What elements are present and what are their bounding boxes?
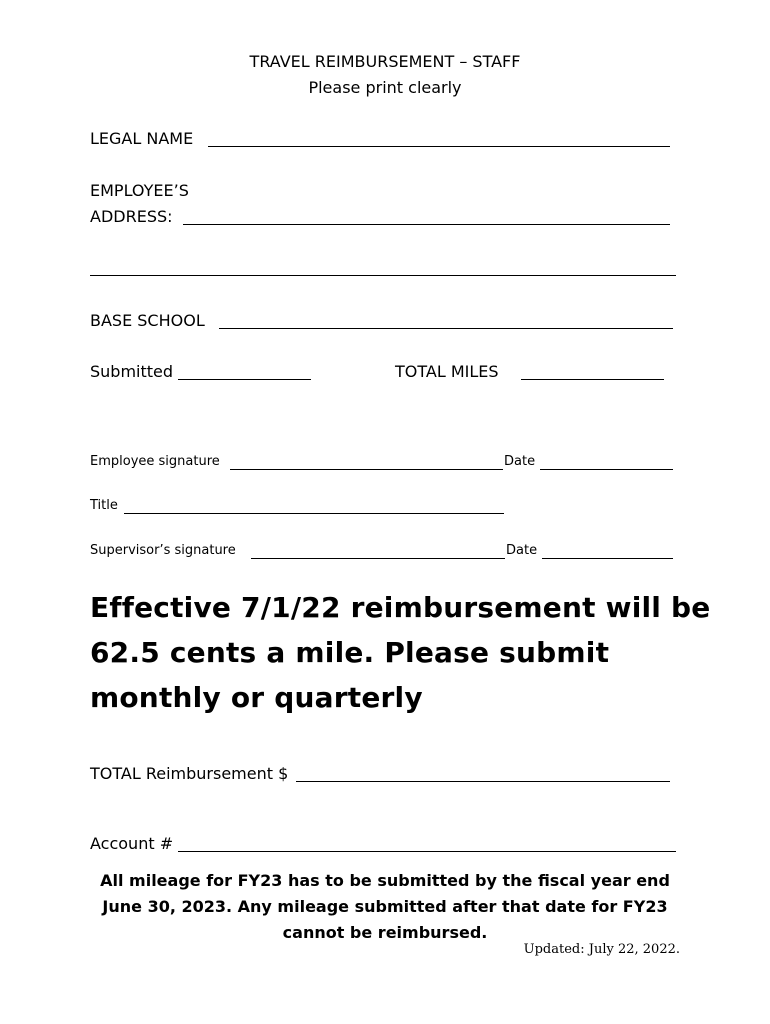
legal-name-field[interactable]	[208, 146, 670, 147]
total-miles-label: TOTAL MILES	[395, 362, 499, 381]
employee-date-label: Date	[504, 454, 536, 469]
account-label: Account #	[90, 834, 174, 853]
title-label: Title	[90, 498, 118, 513]
employee-address-field-2[interactable]	[90, 275, 676, 276]
supervisor-signature-label: Supervisor’s signature	[90, 543, 236, 558]
employee-signature-field[interactable]	[230, 469, 503, 470]
base-school-label: BASE SCHOOL	[90, 311, 205, 330]
reimbursement-rate-notice	[90, 585, 711, 720]
supervisor-date-label: Date	[506, 543, 538, 558]
supervisor-signature-field[interactable]	[251, 558, 505, 559]
footer-line-2: June 30, 2023. Any mileage submitted after that date for FY23	[102, 897, 668, 916]
total-miles-field[interactable]	[521, 379, 664, 380]
employee-address-label-line2: ADDRESS:	[90, 207, 173, 226]
notice-line-2: 62.5 cents a mile. Please submit	[90, 636, 610, 669]
footer-line-3: cannot be reimbursed.	[282, 923, 488, 942]
notice-line-3: monthly or quarterly	[90, 681, 423, 714]
employee-date-field[interactable]	[540, 469, 673, 470]
employee-signature-label: Employee signature	[90, 454, 220, 469]
account-field[interactable]	[178, 851, 676, 852]
notice-line-1: Effective 7/1/22 reimbursement will be	[90, 591, 711, 624]
title-field[interactable]	[124, 513, 504, 514]
base-school-field[interactable]	[219, 328, 673, 329]
form-subtitle: Please print clearly	[308, 78, 462, 97]
updated-date: Updated: July 22, 2022.	[523, 942, 680, 957]
footer-line-1: All mileage for FY23 has to be submitted by the fiscal year end	[100, 871, 670, 890]
supervisor-date-field[interactable]	[542, 558, 673, 559]
employee-address-label-line1: EMPLOYEE’S	[90, 181, 189, 200]
form-title: TRAVEL REIMBURSEMENT – STAFF	[249, 52, 521, 71]
fy23-deadline-note	[90, 868, 680, 946]
employee-address-field[interactable]	[183, 224, 670, 225]
legal-name-label: LEGAL NAME	[90, 129, 194, 148]
total-reimbursement-label: TOTAL Reimbursement $	[90, 764, 289, 783]
submitted-label: Submitted	[90, 362, 174, 381]
total-reimbursement-field[interactable]	[296, 781, 670, 782]
submitted-field[interactable]	[178, 379, 311, 380]
